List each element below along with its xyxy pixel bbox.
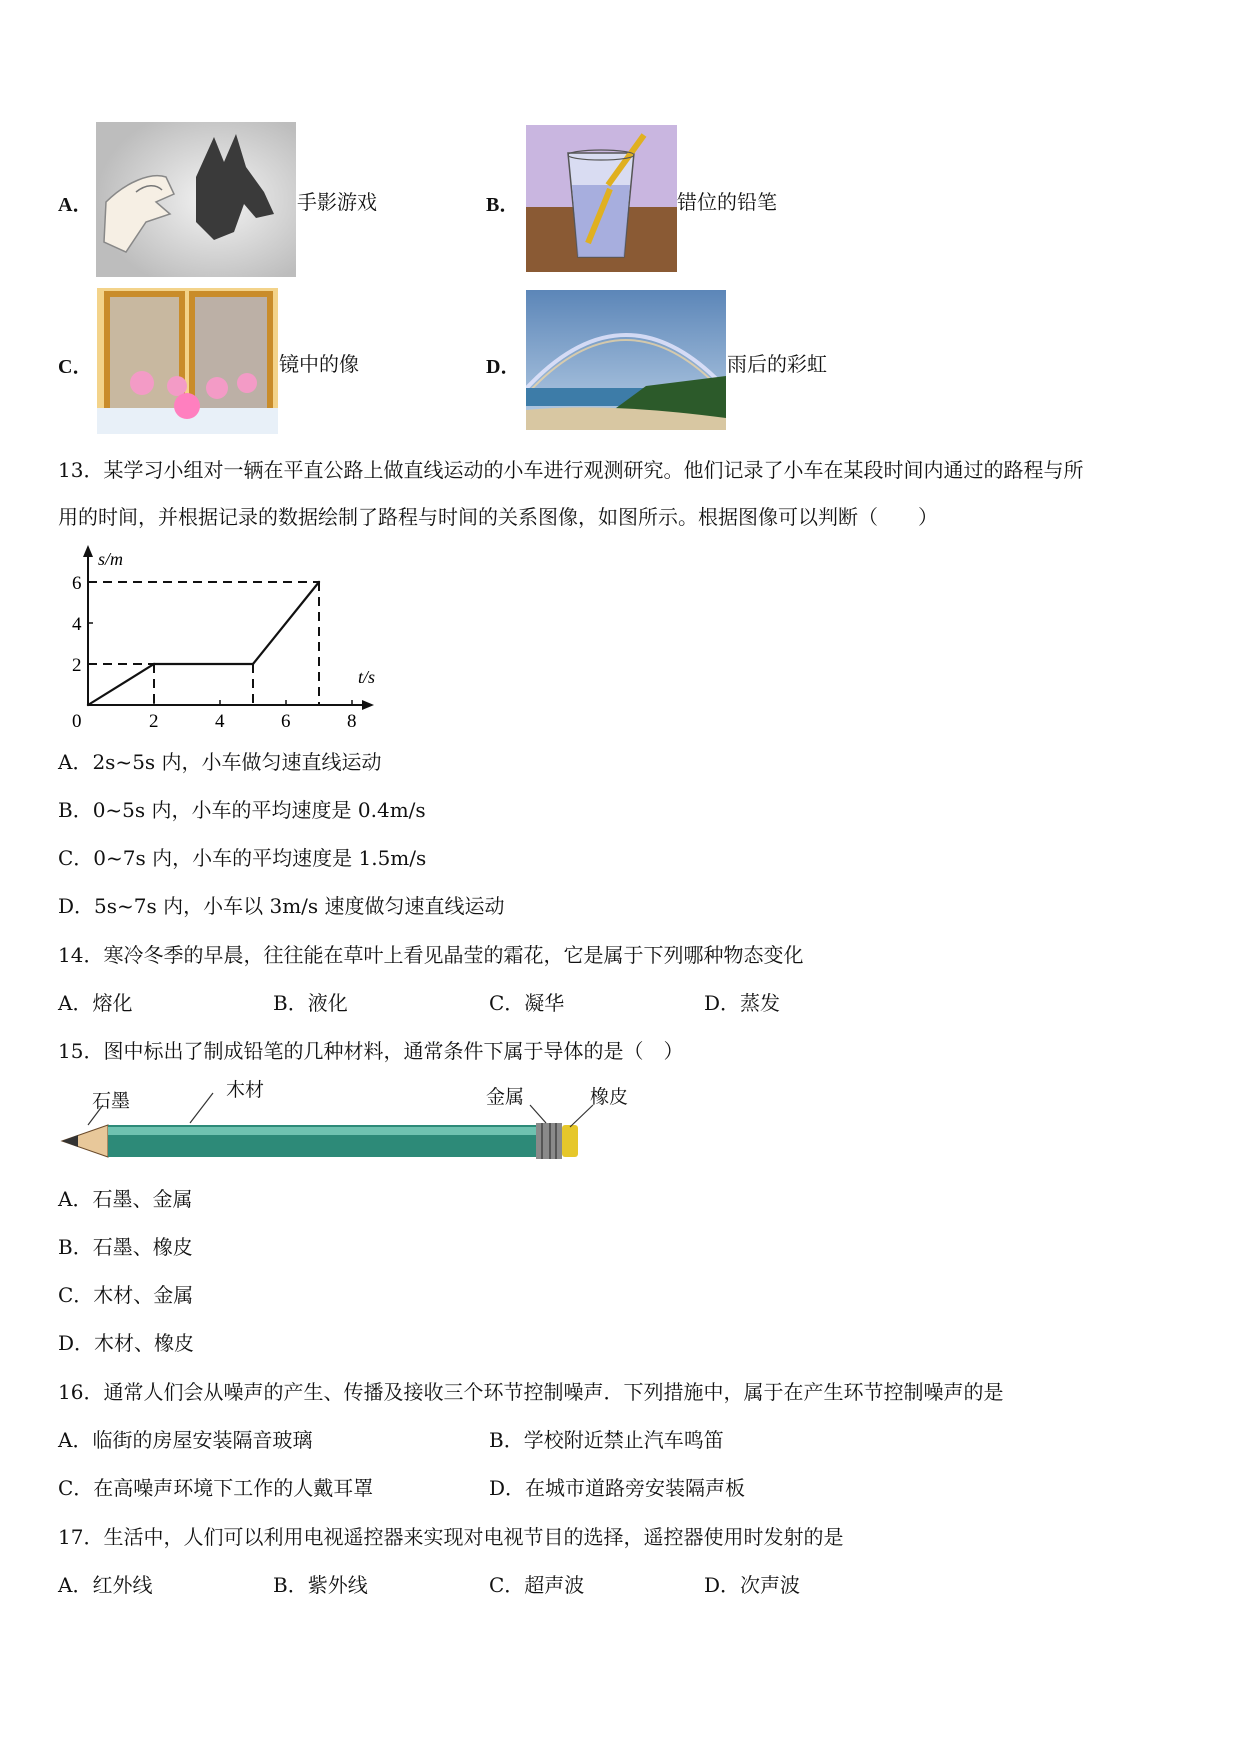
question-13-option-a: A．2s~5s 内，小车做匀速直线运动 <box>58 750 382 774</box>
y-tick-label: 4 <box>72 614 82 635</box>
pencil-in-water-image <box>526 125 677 272</box>
question-14-option-c: C．凝华 <box>489 991 565 1015</box>
pencil-diagram <box>58 1075 629 1175</box>
mirror-image <box>97 288 278 434</box>
y-tick-label: 2 <box>72 655 82 676</box>
pencil-label-metal: 金属 <box>486 1086 525 1108</box>
option-caption-d: 雨后的彩虹 <box>727 352 827 376</box>
option-caption-b: 错位的铅笔 <box>677 190 777 214</box>
question-13-stem-line1: 13．某学习小组对一辆在平直公路上做直线运动的小车进行观测研究。他们记录了小车在某段时间内通过的路程与所 <box>58 458 1084 482</box>
x-tick-label: 0 <box>72 711 82 730</box>
question-17-stem: 17．生活中，人们可以利用电视遥控器来实现对电视节目的选择，遥控器使用时发射的是 <box>58 1525 844 1549</box>
x-tick-label: 2 <box>149 711 159 730</box>
y-tick-label: 6 <box>72 573 82 594</box>
data-point <box>87 704 89 706</box>
question-14-stem: 14．寒冷冬季的早晨，往往能在草叶上看见晶莹的霜花，它是属于下列哪种物态变化 <box>58 943 804 967</box>
question-16-option-a: A．临街的房屋安装隔音玻璃 <box>58 1428 313 1452</box>
x-tick-label: 4 <box>215 711 225 730</box>
pencil-label-graphite: 石墨 <box>92 1090 131 1112</box>
y-axis-label: s/m <box>98 549 124 569</box>
x-tick-label: 6 <box>281 711 291 730</box>
x-axis-label: t/s <box>358 667 376 687</box>
question-15-option-d: D．木材、橡皮 <box>58 1331 195 1355</box>
question-17-option-b: B．紫外线 <box>273 1573 368 1597</box>
pencil-label-wood: 木材 <box>226 1079 265 1101</box>
option-label-a: A． <box>58 194 93 216</box>
x-axis-arrow <box>362 700 374 710</box>
distance-time-chart <box>68 545 398 730</box>
series-line <box>88 582 319 705</box>
question-17-option-a: A．红外线 <box>58 1573 153 1597</box>
question-14-option-d: D．蒸发 <box>704 991 781 1015</box>
data-point <box>252 663 254 665</box>
hand-shadow-image <box>96 122 296 277</box>
question-14-option-b: B．液化 <box>273 991 348 1015</box>
option-label-c: C． <box>58 356 93 378</box>
question-16-option-c: C．在高噪声环境下工作的人戴耳罩 <box>58 1476 374 1500</box>
pencil-label-eraser: 橡皮 <box>590 1086 629 1108</box>
question-14-option-a: A．熔化 <box>58 991 133 1015</box>
question-16-option-b: B．学校附近禁止汽车鸣笛 <box>489 1428 724 1452</box>
option-label-d: D． <box>486 356 521 378</box>
data-point <box>153 663 155 665</box>
question-13-option-b: B．0~5s 内，小车的平均速度是 0.4m/s <box>58 798 426 822</box>
data-point <box>318 581 320 583</box>
question-17-option-c: C．超声波 <box>489 1573 585 1597</box>
question-17-option-d: D．次声波 <box>704 1573 801 1597</box>
option-caption-c: 镜中的像 <box>279 352 359 376</box>
question-15-option-b: B．石墨、橡皮 <box>58 1235 193 1259</box>
option-caption-a: 手影游戏 <box>297 190 377 214</box>
question-13-option-c: C．0~7s 内，小车的平均速度是 1.5m/s <box>58 846 427 870</box>
question-16-option-d: D．在城市道路旁安装隔声板 <box>489 1476 746 1500</box>
question-16-stem: 16．通常人们会从噪声的产生、传播及接收三个环节控制噪声．下列措施中，属于在产生环节控制噪声的是 <box>58 1380 1004 1404</box>
question-13-stem-line2: 用的时间，并根据记录的数据绘制了路程与时间的关系图像，如图所示。根据图像可以判断（ ） <box>58 505 938 529</box>
y-axis-arrow <box>83 545 93 557</box>
question-15-option-c: C．木材、金属 <box>58 1283 194 1307</box>
question-15-option-a: A．石墨、金属 <box>58 1187 193 1211</box>
question-13-option-d: D．5s~7s 内，小车以 3m/s 速度做匀速直线运动 <box>58 894 505 918</box>
option-label-b: B． <box>486 194 520 216</box>
rainbow-image <box>526 290 726 430</box>
question-15-stem: 15．图中标出了制成铅笔的几种材料，通常条件下属于导体的是（ ） <box>58 1039 684 1063</box>
x-tick-label: 8 <box>347 711 357 730</box>
